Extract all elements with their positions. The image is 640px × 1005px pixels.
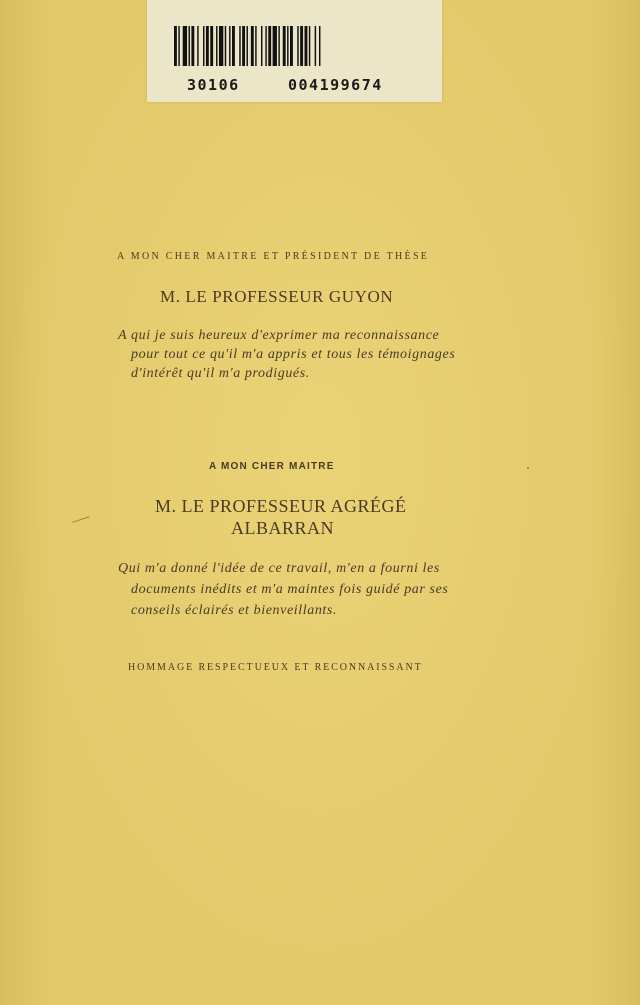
professor-albarran-name: ALBARRAN (231, 518, 335, 538)
dedication-text-2-line-3: conseils éclairés et bienveillants. (131, 603, 338, 618)
library-barcode-label (147, 0, 442, 102)
barcode-icon (174, 26, 412, 66)
paper-speck (527, 467, 529, 469)
dedication-text-1-line-1: A qui je suis heureux d'exprimer ma reconnaissance (118, 328, 440, 343)
paper-mark (72, 516, 89, 523)
dedication-text-2-line-1: Qui m'a donné l'idée de ce travail, m'en a fourni les (118, 561, 440, 576)
professor-guyon-name: M. LE PROFESSEUR GUYON (160, 287, 394, 306)
professor-albarran-title: M. LE PROFESSEUR AGRÉGÉ (155, 496, 407, 516)
dedication-heading-2: A MON CHER MAITRE (209, 461, 335, 472)
barcode-number-prefix: 30106 (187, 76, 240, 94)
dedication-heading-1: A MON CHER MAITRE ET PRÉSIDENT DE THÈSE (117, 251, 430, 262)
dedication-text-1-line-2: pour tout ce qu'il m'a appris et tous les témoignages (131, 347, 456, 362)
dedication-text-2-line-2: documents inédits et m'a maintes fois guidé par ses (131, 582, 449, 597)
closing-homage: HOMMAGE RESPECTUEUX ET RECONNAISSANT (128, 662, 423, 673)
barcode-number: 004199674 (288, 76, 383, 94)
dedication-text-1-line-3: d'intérêt qu'il m'a prodigués. (131, 366, 310, 381)
